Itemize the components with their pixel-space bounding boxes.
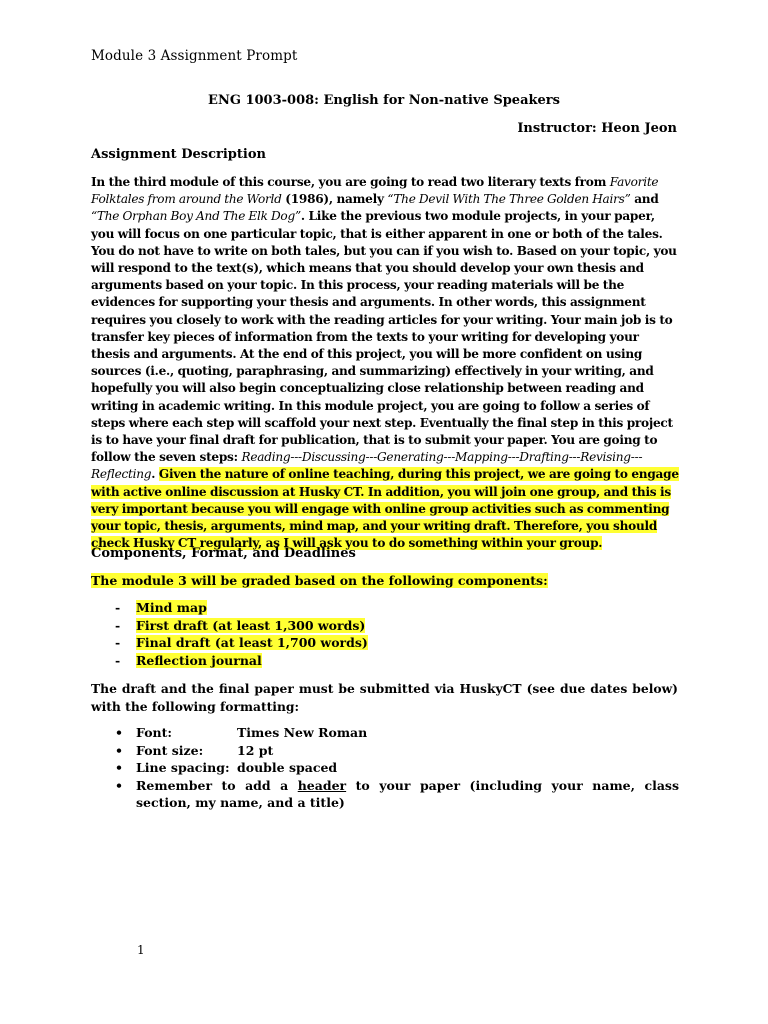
components-heading: Components, Format, and Deadlines — [91, 546, 356, 561]
bullet-icon: • — [115, 742, 123, 758]
page-header: Module 3 Assignment Prompt — [91, 48, 298, 64]
list-item — [91, 599, 368, 617]
book-title: Favorite Folktales from around the World — [91, 175, 659, 207]
graded-components-line — [91, 573, 548, 588]
component-label: First draft (at least 1,300 words) — [136, 617, 366, 633]
dash-marker: - — [115, 653, 121, 669]
format-value: double spaced — [237, 760, 338, 775]
list-item — [91, 652, 368, 670]
course-title: ENG 1003-008: English for Non-native Speakers — [208, 93, 560, 108]
dash-marker: - — [115, 600, 121, 615]
highlighted-text: Given the nature of online teaching, during this project, we are going to engage with active online discussion at Husky CT. In addition, you will join one group, and this is very important because you will engage with online group activities such as commenting your topic, thesis, arguments, mind map, and your writing draft. Therefore, you should check Husky CT regularly, as I will ask you to do something within your group. — [91, 467, 679, 551]
list-item — [91, 617, 368, 635]
formatting-list — [91, 724, 681, 812]
list-item — [91, 742, 681, 760]
tale-title-2: “The Orphan Boy And The Elk Dog” — [91, 209, 301, 224]
reminder-text-post: to your paper (including your name, class section, my name, and a title) — [136, 777, 679, 810]
submission-instructions: The draft and the final paper must be submitted via HuskyCT (see due dates below) with the following formatting: — [91, 681, 678, 714]
format-label: Font size: — [136, 742, 204, 758]
dash-marker: - — [115, 635, 121, 651]
format-value: Times New Roman — [237, 725, 368, 740]
tale-title-1: “The Devil With The Three Golden Hairs” — [387, 192, 631, 207]
graded-line-text: The module 3 will be graded based on the following components: — [91, 573, 548, 588]
instructor-name: Instructor: Heon Jeon — [517, 121, 677, 136]
list-item — [91, 724, 681, 742]
reminder-header-word: header — [297, 777, 347, 793]
component-label: Mind map — [136, 600, 207, 615]
bullet-icon: • — [115, 725, 123, 740]
list-item — [91, 634, 368, 652]
header-reminder — [136, 777, 679, 812]
desc-text-1: In the third module of this course, you are going to read two literary texts from — [91, 175, 610, 189]
desc-text-4: . Like the previous two module projects, in your paper, you will focus on one particular topic, that is either apparent in one or both of the tales. You do not have to write on both tales, but you can if you wish to. Based on your topic, you will respond to the text(s), which means that you should develop your own thesis and arguments based on your topic. In this process, your reading materials will be the evidences for supporting your thesis and arguments. In other words, this assignment requires you closely to work with the reading articles for your writing. Your main job is to transfer key pieces of information from the texts to your writing for developing your thesis and arguments. At the end of this project, you will be more confident on using sources (i.e., quoting, paraphrasing, and summarizing) effectively in your writing, and hopefully you will also begin conceptualizing close relationship between reading and writing in academic writing. In this module project, you are going to follow a series of steps where each step will scaffold your next step. Eventually the final step in this project is to have your final draft for publication, that is to submit your paper. You are going to follow the seven steps: — [91, 209, 677, 465]
bullet-icon: • — [115, 760, 123, 775]
list-item — [91, 777, 681, 812]
component-label: Reflection journal — [136, 653, 262, 669]
format-value: 12 pt — [237, 742, 274, 758]
reminder-text-pre: Remember to add a — [136, 777, 298, 793]
desc-text-2: (1986), namely — [281, 192, 388, 207]
desc-text-5: . — [151, 467, 159, 482]
dash-marker: - — [115, 617, 121, 633]
bullet-icon: • — [115, 777, 123, 793]
page-number: 1 — [137, 943, 145, 957]
format-label: Font: — [136, 725, 173, 740]
assignment-description-paragraph — [91, 174, 681, 552]
components-list — [91, 599, 368, 670]
seven-steps: Reading---Discussing---Generating---Mapping---Drafting---Revising---Reflecting — [91, 450, 643, 482]
component-label: Final draft (at least 1,700 words) — [136, 635, 368, 651]
list-item — [91, 759, 681, 777]
assignment-description-heading: Assignment Description — [91, 147, 266, 162]
format-label: Line spacing: — [136, 760, 230, 775]
desc-text-3: and — [630, 192, 659, 207]
